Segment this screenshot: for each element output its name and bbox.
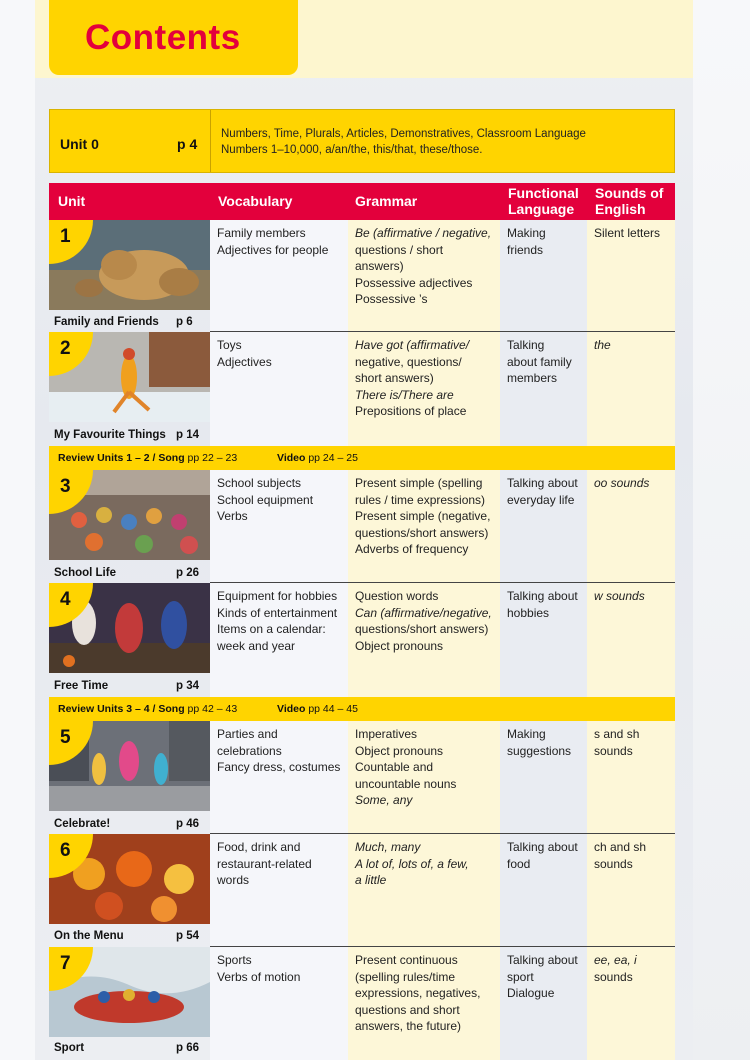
unit-number: 6 — [60, 840, 71, 861]
sounds-cell: the — [594, 338, 611, 352]
unit-number: 3 — [60, 476, 71, 497]
unit-3-photo — [49, 470, 210, 560]
unit-6-photo — [49, 834, 210, 924]
unit-row[interactable] — [49, 583, 675, 696]
unit-page: p 54 — [176, 930, 200, 942]
review-row[interactable] — [49, 697, 675, 721]
unit-number: 1 — [60, 226, 71, 247]
unit-2-photo — [49, 332, 210, 422]
review-label: Review Units 1 – 2 / Song pp 22 – 23 — [58, 452, 238, 464]
unit-number: 7 — [60, 953, 71, 974]
unit-page: p 46 — [176, 818, 200, 830]
divider — [210, 110, 211, 172]
unit-0-topics: Numbers, Time, Plurals, Articles, Demonstratives, Classroom Language — [221, 128, 586, 140]
unit-page: p 34 — [176, 680, 200, 692]
unit-row[interactable] — [49, 947, 675, 1060]
unit-7-photo — [49, 947, 210, 1037]
unit-title: My Favourite Things — [54, 429, 166, 441]
unit-number: 4 — [60, 589, 71, 610]
unit-title: Free Time — [54, 680, 109, 692]
vocab-cell: Sports Verbs of motion — [217, 953, 301, 984]
unit-row[interactable] — [49, 470, 675, 583]
vocab-cell: Equipment for hobbies Kinds of entertainment Items on a calendar: week and year — [217, 589, 338, 653]
sounds-cell: w sounds — [594, 589, 645, 603]
functional-cell: Talking about hobbies — [507, 589, 578, 620]
functional-cell: Talking about food — [507, 840, 578, 871]
header-functional-2: Language — [508, 201, 575, 217]
header-sounds-2: English — [595, 201, 646, 217]
unit-number: 5 — [60, 727, 71, 748]
vocab-cell: School subjects School equipment Verbs — [217, 476, 314, 524]
left-margin — [0, 0, 35, 1060]
header-sounds-1: Sounds of — [595, 185, 664, 201]
functional-cell: Making friends — [507, 226, 546, 257]
functional-cell: Talking about everyday life — [507, 476, 578, 507]
unit-title: Celebrate! — [54, 818, 111, 830]
unit-title: Sport — [54, 1042, 85, 1054]
review-label: Review Units 3 – 4 / Song pp 42 – 43 — [58, 703, 238, 715]
unit-row[interactable] — [49, 721, 675, 834]
unit-0-row[interactable] — [49, 109, 675, 173]
unit-page: p 6 — [176, 316, 193, 328]
unit-1-photo — [49, 220, 210, 310]
vocab-cell: Food, drink and restaurant-related words — [217, 840, 312, 888]
grammar-cell: Present continuous (spelling rules/time expressions, negatives, questions and short answers, the future) — [355, 953, 481, 1034]
unit-row[interactable] — [49, 220, 675, 332]
unit-0-page: p 4 — [177, 136, 198, 152]
unit-title: School Life — [54, 567, 116, 579]
sounds-cell: oo sounds — [594, 476, 650, 490]
unit-row[interactable] — [49, 834, 675, 947]
unit-0-name: Unit 0 — [60, 136, 99, 152]
header-vocabulary: Vocabulary — [218, 193, 293, 209]
sounds-cell: ee, ea, i sounds — [594, 953, 637, 984]
page-title: Contents — [85, 18, 241, 57]
grammar-cell: Present simple (spelling rules / time expressions) Present simple (negative, questions/short answers) Adverbs of frequency — [355, 476, 491, 557]
functional-cell: Talking about family members — [507, 338, 572, 386]
unit-page: p 14 — [176, 429, 200, 441]
header-unit: Unit — [58, 193, 86, 209]
unit-0-details: Numbers 1–10,000, a/an/the, this/that, these/those. — [221, 144, 483, 156]
grammar-cell: Be (affirmative / negative, questions / short answers) Possessive adjectives Possessive ’s — [355, 226, 492, 307]
right-margin — [693, 0, 750, 1060]
unit-title: On the Menu — [54, 930, 124, 942]
table-header — [49, 183, 675, 220]
review-row[interactable] — [49, 446, 675, 470]
vocab-cell: Parties and celebrations Fancy dress, costumes — [217, 727, 341, 775]
unit-title: Family and Friends — [54, 316, 159, 328]
sounds-cell: Silent letters — [594, 226, 661, 240]
header-grammar: Grammar — [355, 193, 418, 209]
unit-page: p 66 — [176, 1042, 200, 1054]
unit-5-photo — [49, 721, 210, 811]
grammar-cell: Have got (affirmative/ negative, questions/ short answers) There is/There are Prepositions of place — [355, 338, 470, 419]
sounds-cell: s and sh sounds — [594, 727, 640, 758]
unit-number: 2 — [60, 338, 71, 359]
vocab-cell: Toys Adjectives — [217, 338, 272, 369]
functional-cell: Talking about sport Dialogue — [507, 953, 578, 1001]
unit-row[interactable] — [49, 332, 675, 445]
video-label: Video pp 24 – 25 — [277, 452, 358, 464]
video-label: Video pp 44 – 45 — [277, 703, 358, 715]
grammar-cell: Much, many A lot of, lots of, a few, a little — [355, 840, 469, 888]
grammar-cell: Question words Can (affirmative/negative, questions/short answers) Object pronouns — [355, 589, 492, 653]
grammar-cell: Imperatives Object pronouns Countable and uncountable nouns Some, any — [355, 727, 457, 808]
vocab-cell: Family members Adjectives for people — [217, 226, 329, 257]
unit-4-photo — [49, 583, 210, 673]
sounds-cell: ch and sh sounds — [594, 840, 647, 871]
header-functional-1: Functional — [508, 185, 579, 201]
unit-page: p 26 — [176, 567, 200, 579]
functional-cell: Making suggestions — [507, 727, 572, 758]
